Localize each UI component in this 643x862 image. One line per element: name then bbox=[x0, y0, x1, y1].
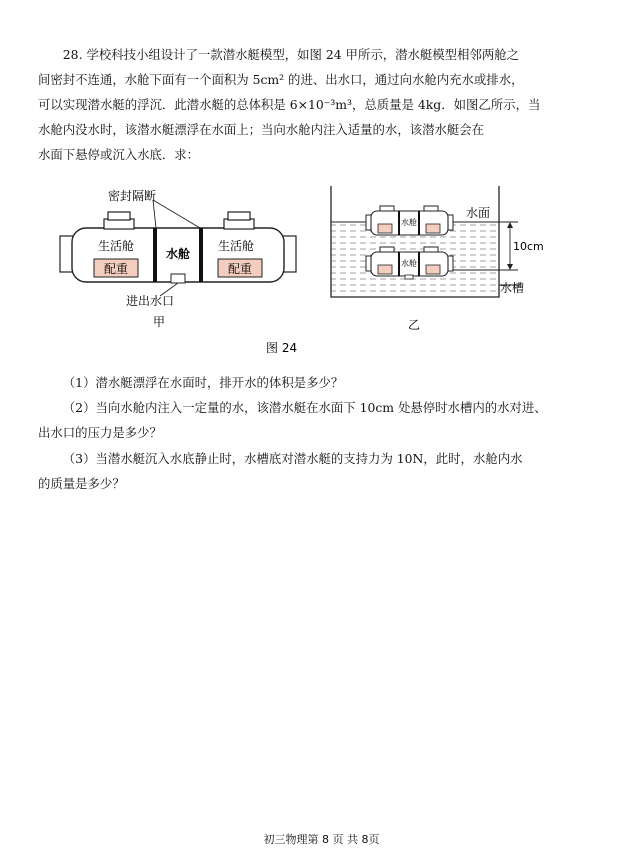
label-water-surface: 水面 bbox=[466, 206, 491, 220]
problem-line-4: 水舱内没水时，该潜水艇漂浮在水面上；当向水舱内注入适量的水，该潜水艇会在 bbox=[38, 122, 485, 137]
page-footer: 初三物理第 8 页 共 8页 bbox=[263, 833, 380, 846]
submarine-floating bbox=[366, 206, 453, 235]
question-3-line-1: （3）当潜水艇沉入水底静止时，水槽底对潜水艇的支持力为 10N，此时，水舱内水 bbox=[62, 451, 523, 466]
figure-caption: 图 24 bbox=[266, 341, 298, 355]
label-water-tank-bottom: 水舱 bbox=[401, 259, 417, 268]
label-tank: 水槽 bbox=[500, 281, 525, 295]
submarine-diagram bbox=[60, 188, 296, 329]
problem-line-2: 间密封不连通，水舱下面有一个面积为 5cm² 的进、出水口，通过向水舱内充水或排水， bbox=[38, 72, 524, 87]
problem-line-1: 学校科技小组设计了一款潜水艇模型，如图 24 甲所示，潜水艇模型相邻两舱之 bbox=[86, 47, 520, 62]
label-living-cabin-right: 生活舱 bbox=[218, 239, 255, 253]
problem-number: 28. bbox=[62, 47, 83, 62]
label-jia: 甲 bbox=[153, 315, 166, 329]
label-water-tank-top: 水舱 bbox=[401, 218, 417, 227]
label-ballast-right: 配重 bbox=[228, 262, 253, 276]
water-inlet-box bbox=[171, 274, 185, 283]
question-2-line-1: （2）当向水舱内注入一定量的水，该潜水艇在水面下 10cm 处悬停时水槽内的水对进、 bbox=[62, 400, 547, 415]
partition-left bbox=[153, 228, 157, 282]
tank-diagram bbox=[331, 186, 544, 332]
figure-24 bbox=[0, 0, 643, 370]
label-water-inlet: 进出水口 bbox=[126, 294, 175, 308]
label-yi: 乙 bbox=[408, 318, 421, 332]
label-sealed-partition: 密封隔断 bbox=[108, 189, 157, 203]
label-water-tank: 水舱 bbox=[166, 247, 191, 261]
label-living-cabin-left: 生活舱 bbox=[98, 239, 135, 253]
question-3-line-2: 的质量是多少？ bbox=[38, 476, 125, 491]
partition-right bbox=[199, 228, 203, 282]
label-ballast-left: 配重 bbox=[104, 262, 129, 276]
problem-line-5: 水面下悬停或沉入水底．求： bbox=[38, 147, 200, 162]
question-2-line-2: 出水口的压力是多少？ bbox=[38, 425, 162, 440]
label-depth: 10cm bbox=[513, 240, 544, 253]
question-1: （1）潜水艇漂浮在水面时，排开水的体积是多少？ bbox=[62, 375, 344, 390]
problem-line-3: 可以实现潜水艇的浮沉．此潜水艇的总体积是 6×10⁻³m³，总质量是 4kg．如图乙所示，当 bbox=[38, 97, 541, 112]
submarine-submerged bbox=[366, 247, 453, 279]
